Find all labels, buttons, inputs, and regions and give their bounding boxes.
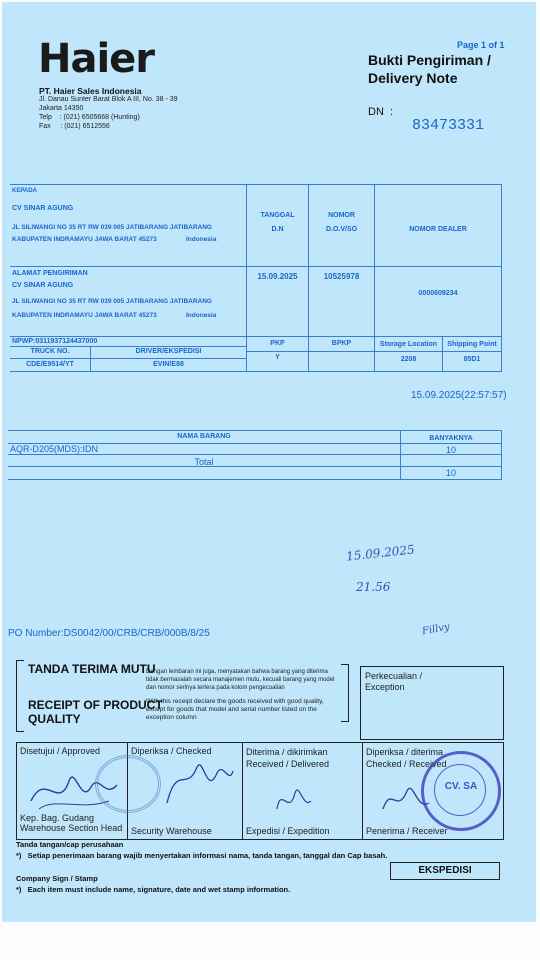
company-name: PT. Haier Sales Indonesia [39,86,142,96]
alamat-country: Indonesia [186,312,217,319]
tanggal-header: TANGGAL [260,212,295,219]
pkp-header: PKP [270,340,285,347]
sig-security-label: Security Warehouse [131,826,212,836]
receipt-title-en-1: RECEIPT OF PRODUCT [28,698,163,712]
kepada-country: Indonesia [186,236,217,243]
receipt-block [12,654,354,736]
pkp-value: Y [275,354,280,361]
receipt-text-en: With this receipt declare the goods received with good quality, except for goods that model and serial number listed on the exception column [146,698,324,721]
stamp-center-text: CV. SA [444,781,478,792]
page-indicator: Page 1 of 1 [457,40,505,50]
kepada-address-2: KABUPATEN INDRAMAYU JAWA BARAT 45273 [12,236,157,243]
dn-number: 83473331 [412,117,485,134]
footer-line-2: *) Setiap penerimaan barang wajib menyertakan informasi nama, tanda tangan, tanggal dan Cap basah. [16,851,388,860]
signature-grid [16,742,504,840]
header-table [10,184,502,372]
alamat-address-2: KABUPATEN INDRAMAYU JAWA BARAT 45273 [12,312,157,319]
company-fax: Fax : (021) 6512556 [39,123,110,130]
alamat-address-1: JL SILIWANGI NO 35 RT RW 039 005 JATIBARANG JATIBARANG [12,298,212,305]
col-banyaknya: BANYAKNYA [429,435,473,442]
truck-header: TRUCK NO. [30,348,70,355]
doc-title-id: Bukti Pengiriman / [368,52,491,68]
exception-box [360,666,504,740]
dealer-value: 0000609234 [418,290,458,297]
driver-value: EVIN/E88 [153,361,184,368]
handwritten-time: 21.56 [356,580,391,594]
tanggal-subheader: D.N [271,226,284,233]
alamat-label: ALAMAT PENGIRIMAN [12,270,88,277]
company-telp: Telp : (021) 6505668 (Hunting) [39,114,140,121]
alamat-name: CV SINAR AGUNG [12,282,74,289]
dn-label: DN : [368,106,394,118]
sig-penerima-label: Penerima / Receiver [366,826,448,836]
footer-line-3: Company Sign / Stamp [16,874,98,883]
nomor-header: NOMOR [328,212,355,219]
company-address-1: Jl. Danau Sunter Barat Blok A III, No. 38 - 39 [39,96,178,103]
copy-label-box [390,862,500,880]
shipping-header: Shipping Point [447,341,497,348]
handwritten-date: 15.09.2025 [345,542,416,564]
expedisi-signature [267,779,327,823]
truck-value: CDE/E9514/YT [26,361,74,368]
footer-line-4: *) Each item must include name, signature, date and wet stamp information. [16,885,291,894]
print-timestamp: 15.09.2025(22:57:57) [411,390,507,401]
total-qty: 10 [445,468,456,478]
driver-header: DRIVER/EKSPEDISI [135,348,202,355]
company-address-2: Jakarta 14350 [39,105,84,112]
col-nama-barang: NAMA BARANG [177,433,231,440]
nomor-subheader: D.O.V/SO [325,226,358,233]
delivery-note-sheet [2,2,536,922]
item-qty: 10 [445,445,456,455]
storage-value: 2208 [400,356,417,363]
nomor-value: 10525978 [323,272,360,281]
kepada-name: CV SINAR AGUNG [12,205,74,212]
storage-header: Storage Location [379,341,438,348]
exception-label: Perkecualian / Exception [365,671,423,692]
bpkp-header: BPKP [331,340,352,347]
handwritten-initials: Fillvy [421,621,451,638]
kepada-address-1: JL SILIWANGI NO 35 RT RW 039 005 JATIBARANG JATIBARANG [12,224,212,231]
items-table [8,430,502,480]
sig-approved-label: Disetujui / Approved [20,746,101,756]
copy-label: EKSPEDISI [418,865,472,876]
po-number: PO Number:DS0042/00/CRB/CRB/000B/8/25 [8,628,210,639]
receipt-title-en-2: QUALITY [28,712,81,726]
total-label: Total [194,457,214,467]
receipt-text-id: Dengan lembaran ini juga, menyatakan bahwa barang yang diterima tidak bermasalah secara manajemen mutu, kecuali barang yang model dan nomor serinya tertera pada kolom pengecualian [146,669,335,691]
haier-logo: Haier [38,36,155,82]
security-signature [157,753,237,813]
kepada-label: KEPADA [12,188,37,194]
sig-warehouse-head-label: Kep. Bag. Gudang Warehouse Section Head [20,813,123,833]
sig-checked-label: Diperiksa / Checked [131,746,212,756]
company-stamp [421,751,501,831]
footer-line-1: Tanda tangan/cap perusahaan [16,840,124,849]
receipt-title-id: TANDA TERIMA MUTU [28,662,156,676]
sig-checked-received-label: Diperiksa / diterima Checked / Received [366,747,447,769]
sig-expedisi-label: Expedisi / Expedition [246,826,330,836]
dealer-header: NOMOR DEALER [409,226,467,233]
tanggal-value: 15.09.2025 [257,272,298,281]
doc-title-en: Delivery Note [368,70,458,86]
warehouse-stamp [95,755,161,813]
sig-received-label: Diterima / dikirimkan Received / Delivered [246,747,330,769]
npwp: NPWP:0311937124437000 [12,338,98,345]
shipping-value: 85D1 [463,356,481,363]
item-name: AQR-D205(MDS):IDN [10,444,99,454]
